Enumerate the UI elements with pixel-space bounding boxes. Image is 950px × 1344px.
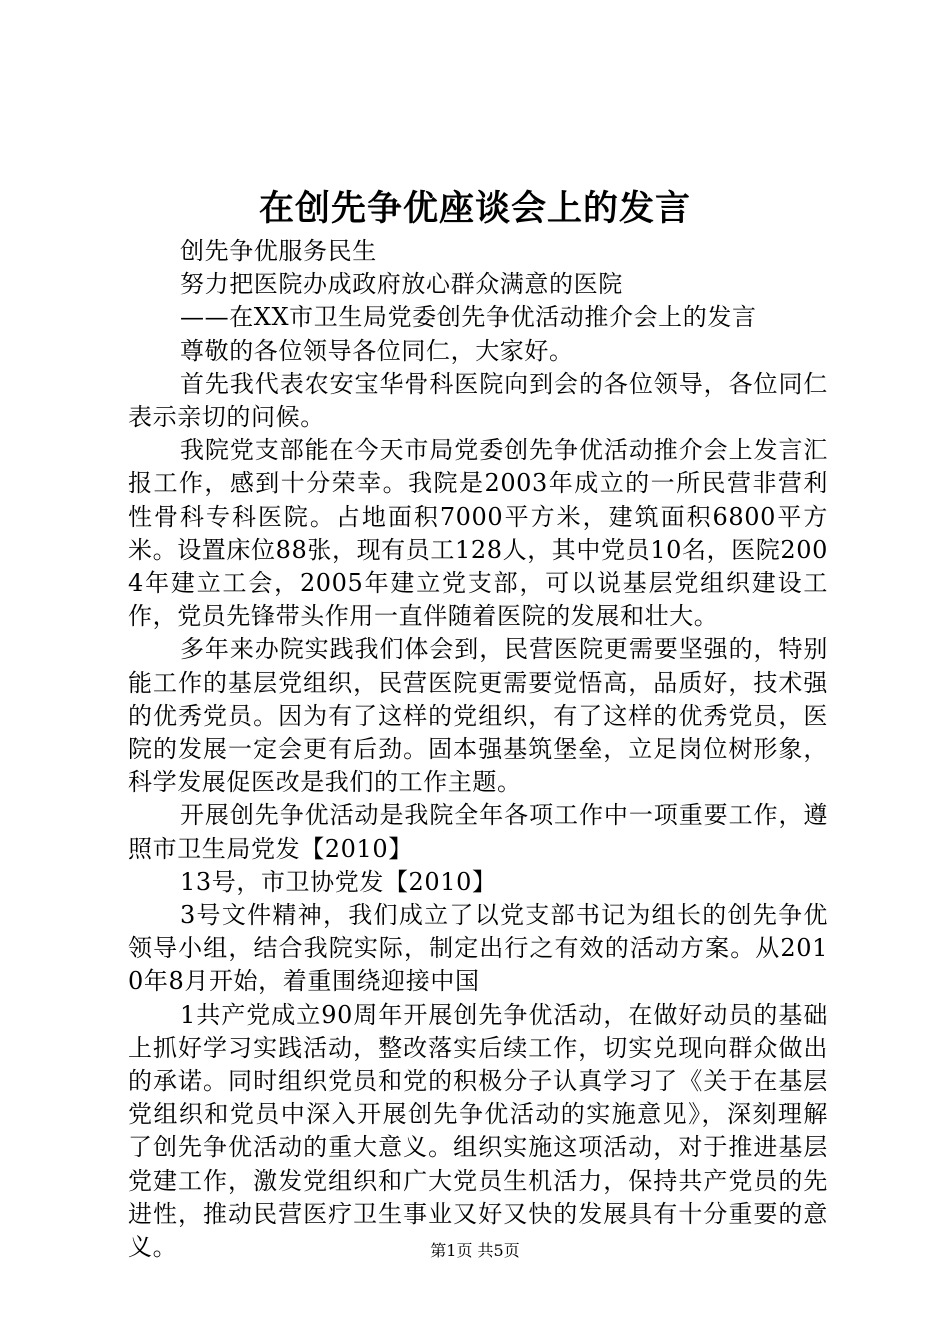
paragraph: 首先我代表农安宝华骨科医院向到会的各位领导，各位同仁表示亲切的问候。: [128, 369, 828, 432]
paragraph: 3号文件精神，我们成立了以党支部书记为组长的创先争优领导小组，结合我院实际，制定出行之有效的活动方案。从2010年8月开始，着重围绕迎接中国: [128, 901, 828, 996]
paragraph: 1共产党成立90周年开展创先争优活动，在做好动员的基础上抓好学习实践活动，整改落实后续工作，切实兑现向群众做出的承诺。同时组织党员和党的积极分子认真学习了《关于在基层党组织和党员中深入开展创先争优活动的实施意见》，深刻理解了创先争优活动的重大意义。组织实施这项活动，对于推进基层党建工作，激发党组织和广大党员生机活力，保持共产党员的先进性，推动民营医疗卫生事业又好又快的发展具有十分重要的意义。: [128, 1000, 828, 1262]
paragraph: 开展创先争优活动是我院全年各项工作中一项重要工作，遵照市卫生局党发【2010】: [128, 801, 828, 863]
page-number-footer: 第1页 共5页: [430, 1241, 520, 1260]
paragraph: 13号，市卫协党发【2010】: [180, 867, 497, 896]
paragraph: 我院党支部能在今天市局党委创先争优活动推介会上发言汇报工作，感到十分荣幸。我院是2003年成立的一所民营非营利性骨科专科医院。占地面积7000平方米，建筑面积6800平方米。设置床位88张，现有员工128人，其中党员10名，医院2004年建立工会，2005年建立党支部，可以说基层党组织建设工作，党员先锋带头作用一直伴随着医院的发展和壮大。: [128, 436, 828, 631]
paragraph-subtitle-2: 努力把医院办成政府放心群众满意的医院: [180, 270, 623, 299]
document-body: [128, 235, 828, 1264]
paragraph: 多年来办院实践我们体会到，民营医院更需要坚强的，特别能工作的基层党组织，民营医院更需要觉悟高，品质好，技术强的优秀党员。因为有了这样的党组织，有了这样的优秀党员，医院的发展一定会更有后劲。固本强基筑堡垒，立足岗位树形象，科学发展促医改是我们的工作主题。: [128, 635, 828, 797]
paragraph-greeting: 尊敬的各位领导各位同仁，大家好。: [180, 336, 574, 365]
paragraph-subtitle: 创先争优服务民生: [180, 237, 377, 265]
document-title: 在创先争优座谈会上的发言: [258, 188, 691, 229]
paragraph-occasion: ——在XX市卫生局党委创先争优活动推介会上的发言: [180, 303, 757, 332]
